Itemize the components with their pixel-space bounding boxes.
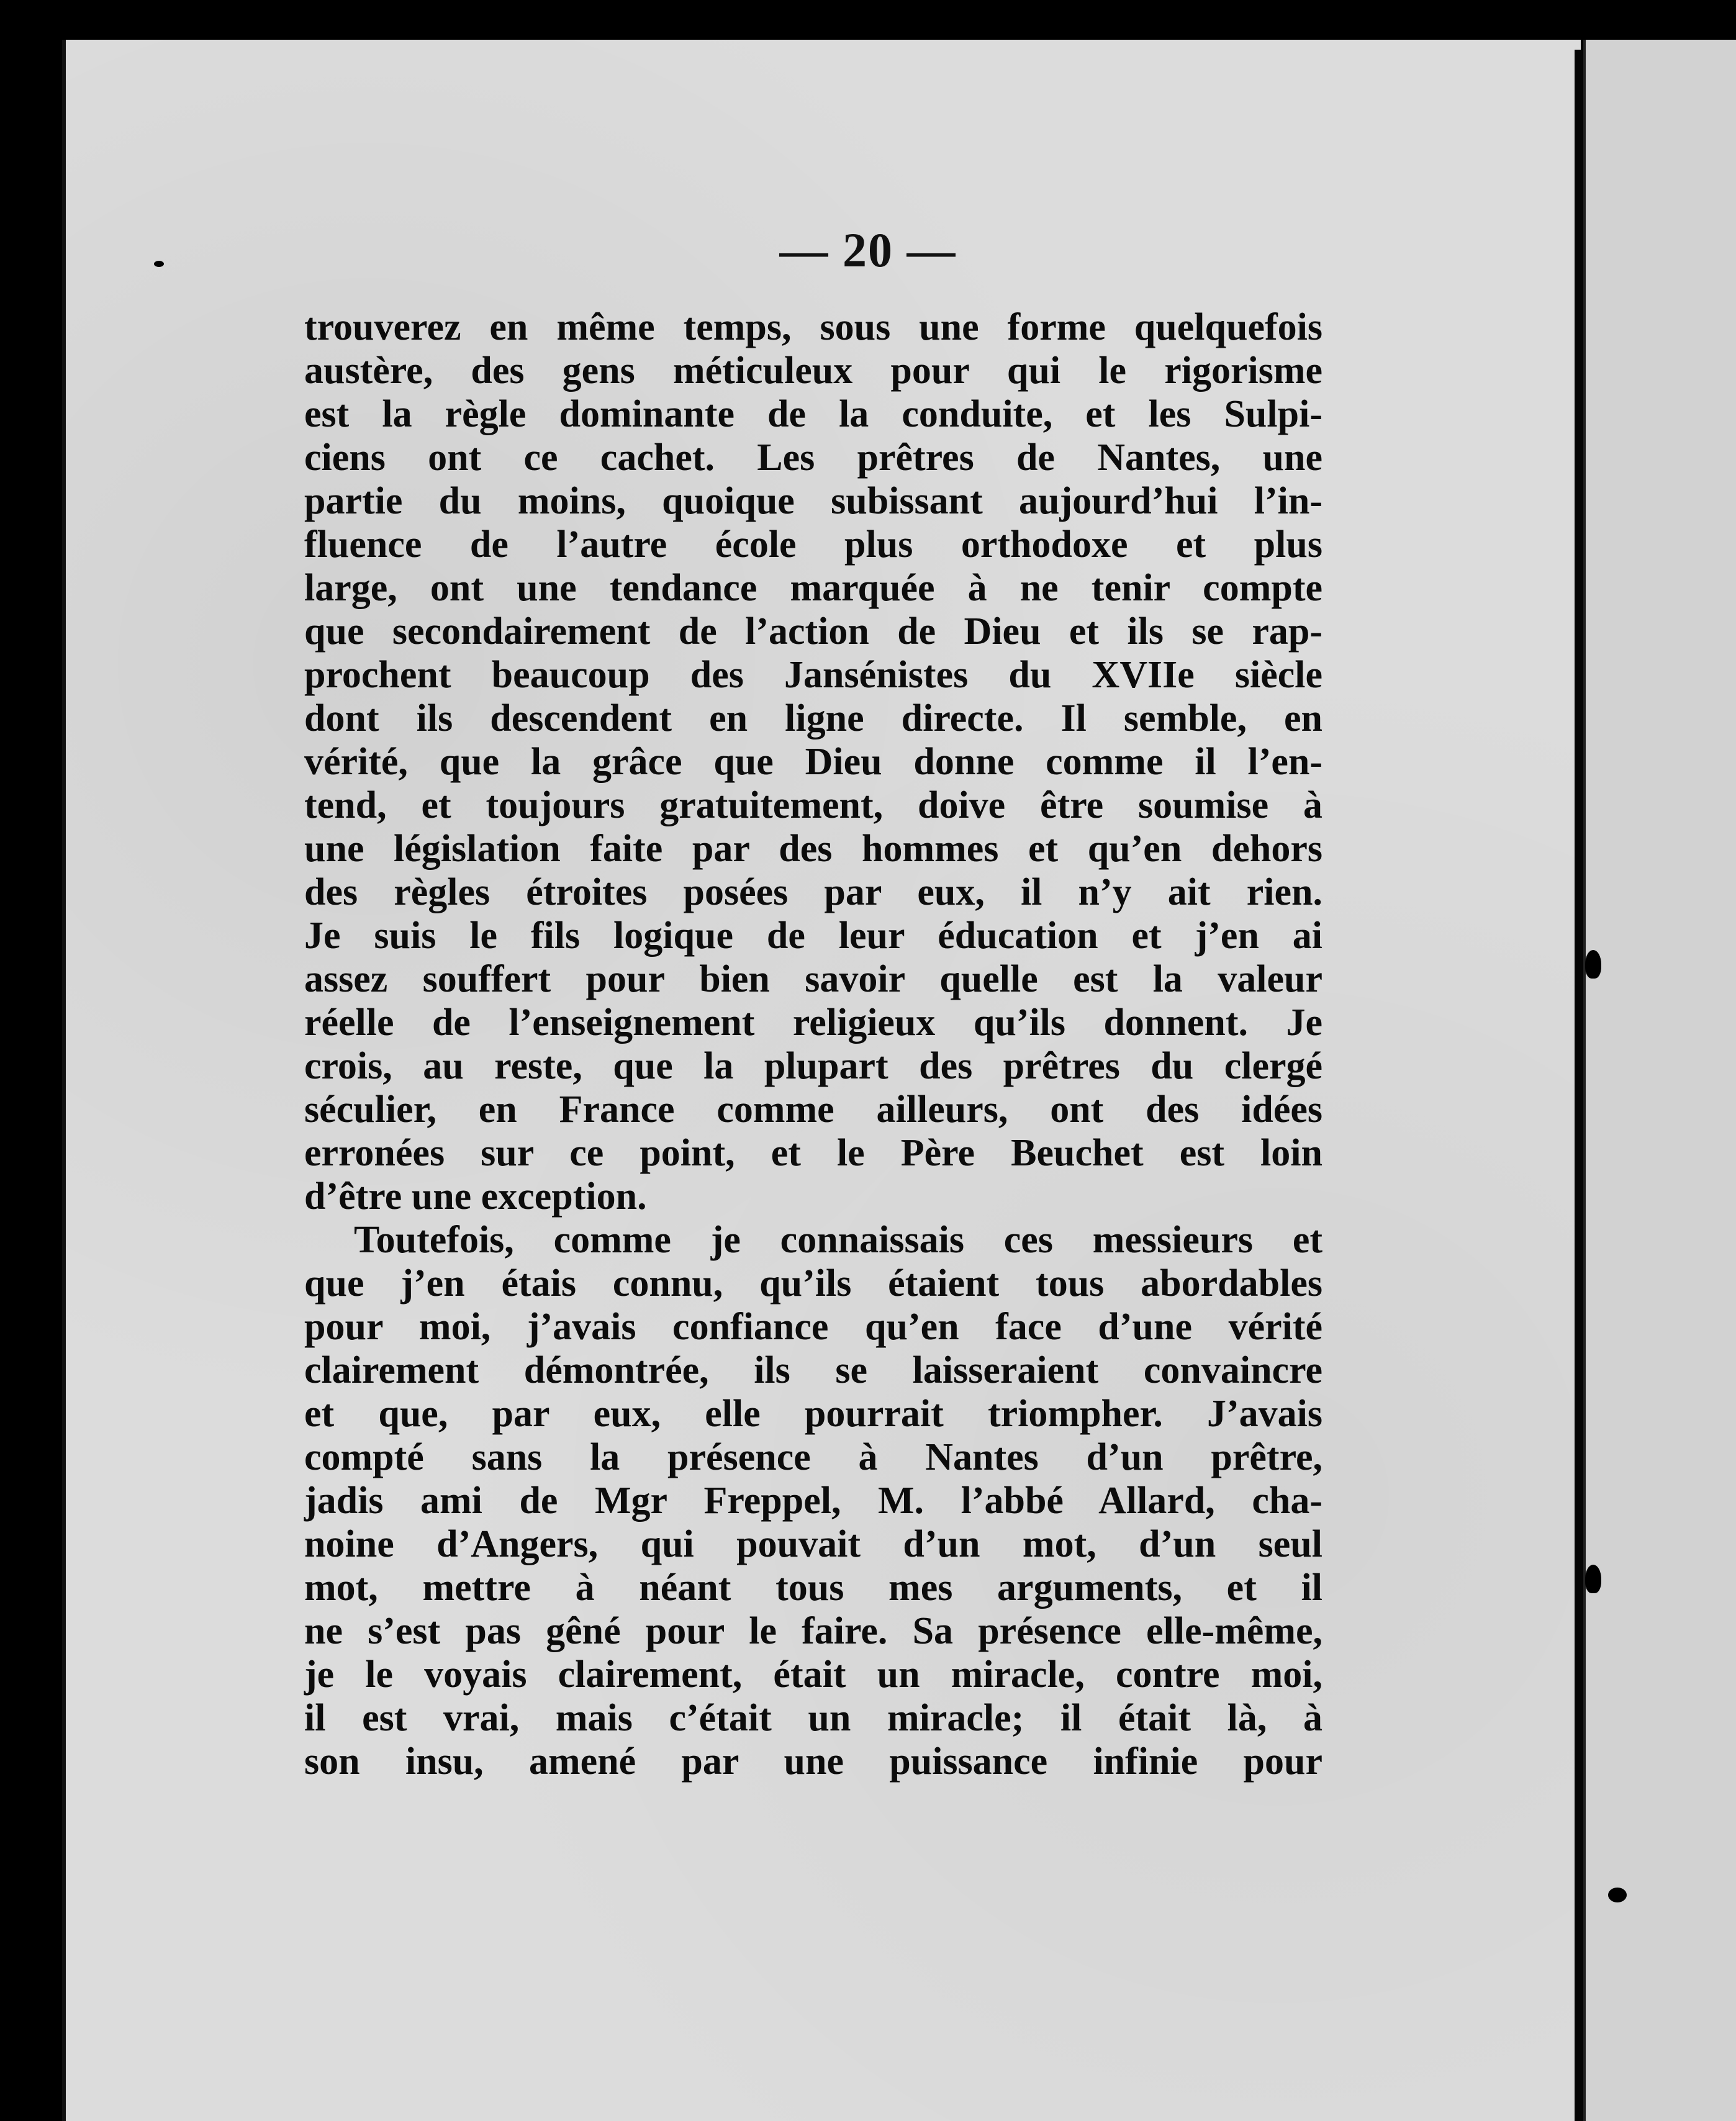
text-line: erronées sur ce point, et le Père Beuchet est loin	[304, 1132, 1322, 1174]
text-line: des règles étroites posées par eux, il n’y ait rien.	[304, 871, 1322, 913]
text-line: séculier, en France comme ailleurs, ont des idées	[304, 1088, 1322, 1131]
scan-speck	[1608, 1888, 1627, 1902]
book-gutter	[1575, 50, 1583, 2121]
text-line: pour moi, j’avais confiance qu’en face d’une vérité	[304, 1306, 1322, 1348]
text-line: ne s’est pas gêné pour le faire. Sa présence elle-même,	[304, 1610, 1322, 1652]
text-line: que secondairement de l’action de Dieu et ils se rap-	[304, 610, 1322, 653]
text-line: compté sans la présence à Nantes d’un prêtre,	[304, 1436, 1322, 1478]
text-line: austère, des gens méticuleux pour qui le rigorisme	[304, 350, 1322, 392]
text-line: son insu, amené par une puissance infinie pour	[304, 1740, 1322, 1783]
text-line: que j’en étais connu, qu’ils étaient tous abordables	[304, 1262, 1322, 1305]
text-line: assez souffert pour bien savoir quelle est la valeur	[304, 958, 1322, 1000]
text-line: ciens ont ce cachet. Les prêtres de Nantes, une	[304, 436, 1322, 479]
text-line: est la règle dominante de la conduite, et les Sulpi-	[304, 393, 1322, 435]
binding-notch	[1585, 950, 1601, 979]
text-line: prochent beaucoup des Jansénistes du XVIIe siècle	[304, 654, 1322, 696]
text-line: jadis ami de Mgr Freppel, M. l’abbé Allard, cha-	[304, 1480, 1322, 1522]
text-line: d’être une exception.	[304, 1175, 647, 1218]
text-line: il est vrai, mais c’était un miracle; il était là, à	[304, 1697, 1322, 1739]
text-line: mot, mettre à néant tous mes arguments, et il	[304, 1567, 1322, 1609]
text-line: réelle de l’enseignement religieux qu’ils donnent. Je	[304, 1002, 1322, 1044]
text-line: tend, et toujours gratuitement, doive être soumise à	[304, 784, 1322, 826]
text-line: vérité, que la grâce que Dieu donne comme il l’en-	[304, 741, 1322, 783]
text-line: dont ils descendent en ligne directe. Il semble, en	[304, 697, 1322, 739]
text-line: une législation faite par des hommes et qu’en dehors	[304, 828, 1322, 870]
text-line: je le voyais clairement, était un miracle, contre moi,	[304, 1653, 1322, 1696]
text-line: Toutefois, comme je connaissais ces messieurs et	[354, 1219, 1322, 1261]
scan-speck	[50, 428, 56, 442]
text-line: fluence de l’autre école plus orthodoxe et plus	[304, 523, 1322, 566]
text-line: crois, au reste, que la plupart des prêtres du clergé	[304, 1045, 1322, 1087]
text-line: trouverez en même temps, sous une forme quelquefois	[304, 306, 1322, 348]
text-line: partie du moins, quoique subissant aujourd’hui l’in-	[304, 480, 1322, 522]
page-number: — 20 —	[779, 223, 957, 277]
text-line: clairement démontrée, ils se laisseraient convaincre	[304, 1349, 1322, 1391]
binding-notch	[1585, 1565, 1601, 1593]
text-line: large, ont une tendance marquée à ne tenir compte	[304, 567, 1322, 609]
right-page-edge	[1583, 40, 1736, 2121]
text-line: noine d’Angers, qui pouvait d’un mot, d’un seul	[304, 1523, 1322, 1565]
text-line: et que, par eux, elle pourrait triompher. J’avais	[304, 1393, 1322, 1435]
body-text	[304, 305, 1322, 1783]
text-line: Je suis le fils logique de leur éducation et j’en ai	[304, 915, 1322, 957]
